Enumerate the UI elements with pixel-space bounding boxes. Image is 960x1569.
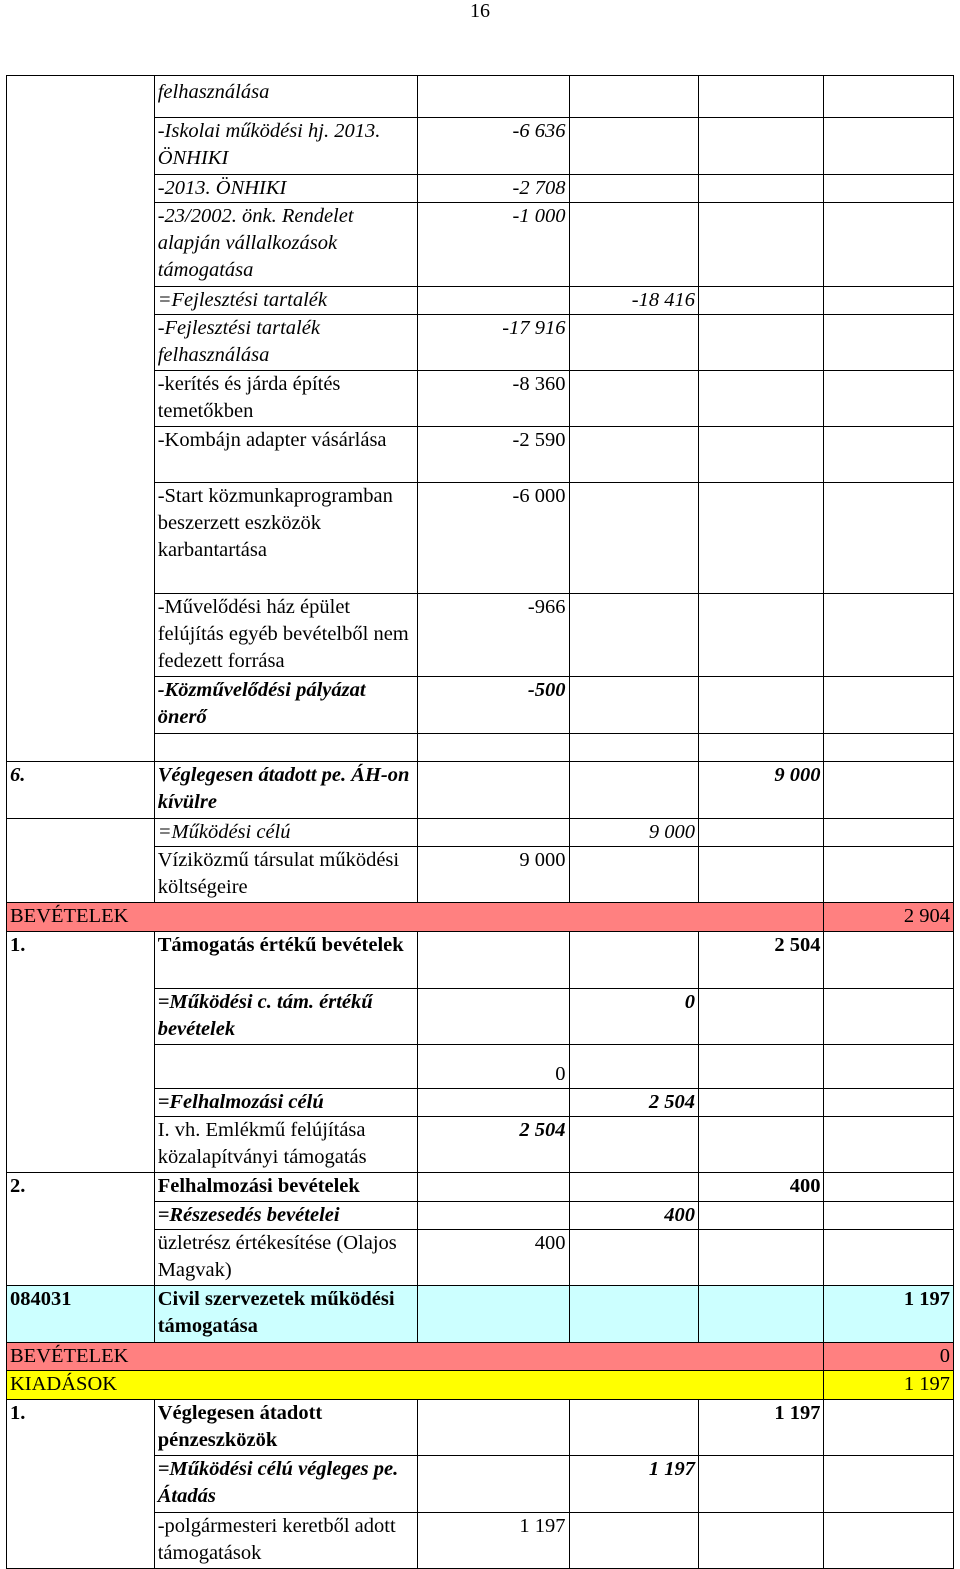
name-cell xyxy=(154,734,417,762)
value-cell xyxy=(699,989,824,1045)
code-cell xyxy=(7,1513,155,1569)
value-cell xyxy=(699,76,824,118)
code-cell xyxy=(7,118,155,175)
code-cell xyxy=(7,483,155,594)
table-row xyxy=(7,594,954,677)
value-cell xyxy=(824,1202,954,1230)
value-cell: -18 416 xyxy=(569,287,699,315)
value-cell: -966 xyxy=(417,594,569,677)
name-cell xyxy=(154,1045,417,1089)
value-cell: 9 000 xyxy=(569,819,699,847)
value-cell xyxy=(824,762,954,819)
name-cell: Véglegesen átadott pénzeszközök xyxy=(154,1400,417,1456)
table-row xyxy=(7,1230,954,1286)
value-cell: -2 590 xyxy=(417,427,569,483)
value-cell xyxy=(417,1456,569,1513)
bevetelek-label: BEVÉTELEK xyxy=(7,903,824,932)
value-cell: -500 xyxy=(417,677,569,734)
value-cell xyxy=(824,819,954,847)
value-cell xyxy=(824,287,954,315)
value-cell xyxy=(824,1089,954,1117)
kiadasok-row xyxy=(7,1371,954,1400)
code-cell xyxy=(7,1456,155,1513)
value-cell: 2 504 xyxy=(569,1089,699,1117)
value-cell xyxy=(699,1202,824,1230)
value-cell xyxy=(417,76,569,118)
value-cell xyxy=(699,1456,824,1513)
name-cell: =Fejlesztési tartalék xyxy=(154,287,417,315)
name-cell: -Iskolai működési hj. 2013. ÖNHIKI xyxy=(154,118,417,175)
value-cell xyxy=(699,1513,824,1569)
code-cell: 2. xyxy=(7,1173,155,1202)
value-cell xyxy=(699,175,824,203)
name-cell: -Kombájn adapter vásárlása xyxy=(154,427,417,483)
name-cell: -kerítés és járda építés temetőkben xyxy=(154,371,417,427)
value-cell xyxy=(824,427,954,483)
code-cell xyxy=(7,1117,155,1173)
value-cell xyxy=(824,677,954,734)
name-cell: =Felhalmozási célú xyxy=(154,1089,417,1117)
code-cell: 6. xyxy=(7,762,155,819)
value-cell xyxy=(569,1400,699,1456)
value-cell xyxy=(417,1400,569,1456)
code-cell xyxy=(7,1045,155,1089)
value-cell xyxy=(824,932,954,989)
table-row xyxy=(7,734,954,762)
value-cell xyxy=(569,118,699,175)
value-cell xyxy=(824,1456,954,1513)
value-cell: 0 xyxy=(417,1045,569,1089)
value-cell xyxy=(824,203,954,287)
value-cell xyxy=(699,847,824,903)
value-cell xyxy=(824,1400,954,1456)
kiadasok-label: KIADÁSOK xyxy=(7,1371,824,1400)
code-cell xyxy=(7,371,155,427)
value-cell: 1 197 xyxy=(417,1513,569,1569)
value-cell xyxy=(569,734,699,762)
value-cell xyxy=(824,371,954,427)
code-cell xyxy=(7,677,155,734)
value-cell xyxy=(417,989,569,1045)
name-cell: felhasználása xyxy=(154,76,417,118)
value-cell: 1 197 xyxy=(824,1286,954,1343)
value-cell xyxy=(417,932,569,989)
code-cell: 1. xyxy=(7,932,155,989)
value-cell: 400 xyxy=(699,1173,824,1202)
value-cell xyxy=(824,1117,954,1173)
value-cell xyxy=(699,118,824,175)
name-cell: =Részesedés bevételei xyxy=(154,1202,417,1230)
value-cell xyxy=(417,734,569,762)
value-cell xyxy=(699,315,824,371)
value-cell xyxy=(824,1230,954,1286)
value-cell xyxy=(569,847,699,903)
value-cell: 9 000 xyxy=(699,762,824,819)
name-cell: -Start közmunkaprogramban beszerzett eszközök karbantartása xyxy=(154,483,417,594)
value-cell: 2 504 xyxy=(699,932,824,989)
code-cell: 1. xyxy=(7,1400,155,1456)
table-row xyxy=(7,175,954,203)
table-row xyxy=(7,315,954,371)
table-row xyxy=(7,1202,954,1230)
value-cell: -6 636 xyxy=(417,118,569,175)
value-cell xyxy=(824,315,954,371)
table-row xyxy=(7,427,954,483)
table-row xyxy=(7,1045,954,1089)
value-cell xyxy=(699,483,824,594)
civil-row xyxy=(7,1286,954,1343)
table-row xyxy=(7,371,954,427)
value-cell: -6 000 xyxy=(417,483,569,594)
value-cell: -1 000 xyxy=(417,203,569,287)
code-cell xyxy=(7,76,155,118)
value-cell xyxy=(699,1045,824,1089)
code-cell xyxy=(7,315,155,371)
code-cell xyxy=(7,1230,155,1286)
value-cell xyxy=(699,594,824,677)
table-row xyxy=(7,819,954,847)
table-row xyxy=(7,76,954,118)
bevetelek-total: 2 904 xyxy=(824,903,954,932)
budget-table xyxy=(6,75,954,1569)
value-cell: 0 xyxy=(569,989,699,1045)
code-cell xyxy=(7,175,155,203)
code-cell xyxy=(7,203,155,287)
table-row xyxy=(7,118,954,175)
value-cell xyxy=(699,287,824,315)
table-row xyxy=(7,1400,954,1456)
value-cell xyxy=(569,427,699,483)
value-cell xyxy=(699,1089,824,1117)
value-cell xyxy=(569,1173,699,1202)
bevetelek-total: 0 xyxy=(824,1343,954,1371)
value-cell: -8 360 xyxy=(417,371,569,427)
name-cell: üzletrész értékesítése (Olajos Magvak) xyxy=(154,1230,417,1286)
code-cell xyxy=(7,847,155,903)
value-cell: 1 197 xyxy=(569,1456,699,1513)
value-cell xyxy=(699,677,824,734)
code-cell: 084031 xyxy=(7,1286,155,1343)
value-cell xyxy=(569,677,699,734)
value-cell xyxy=(569,371,699,427)
table-row xyxy=(7,287,954,315)
value-cell: 9 000 xyxy=(417,847,569,903)
value-cell xyxy=(417,762,569,819)
table-row xyxy=(7,847,954,903)
value-cell xyxy=(824,1513,954,1569)
page-number: 16 xyxy=(470,0,490,22)
value-cell xyxy=(824,175,954,203)
value-cell xyxy=(569,315,699,371)
value-cell xyxy=(417,1173,569,1202)
value-cell xyxy=(569,1045,699,1089)
table-row xyxy=(7,989,954,1045)
name-cell: Civil szervezetek működési támogatása xyxy=(154,1286,417,1343)
value-cell xyxy=(699,1230,824,1286)
code-cell xyxy=(7,427,155,483)
name-cell: -Művelődési ház épület felújítás egyéb bevételből nem fedezett forrása xyxy=(154,594,417,677)
value-cell xyxy=(569,203,699,287)
value-cell: -2 708 xyxy=(417,175,569,203)
value-cell xyxy=(417,1202,569,1230)
table-row xyxy=(7,762,954,819)
table-row xyxy=(7,483,954,594)
table-row xyxy=(7,1456,954,1513)
table-row xyxy=(7,1173,954,1202)
table-row xyxy=(7,203,954,287)
bevetelek-row xyxy=(7,903,954,932)
value-cell xyxy=(417,287,569,315)
value-cell xyxy=(569,76,699,118)
name-cell: =Működési célú xyxy=(154,819,417,847)
code-cell xyxy=(7,1202,155,1230)
table-row xyxy=(7,1513,954,1569)
name-cell: Felhalmozási bevételek xyxy=(154,1173,417,1202)
value-cell: 2 504 xyxy=(417,1117,569,1173)
value-cell xyxy=(824,1173,954,1202)
code-cell xyxy=(7,1089,155,1117)
table-row xyxy=(7,1117,954,1173)
name-cell: -2013. ÖNHIKI xyxy=(154,175,417,203)
name-cell: I. vh. Emlékmű felújítása közalapítványi támogatás xyxy=(154,1117,417,1173)
value-cell xyxy=(699,203,824,287)
value-cell xyxy=(699,1286,824,1343)
value-cell xyxy=(417,1286,569,1343)
value-cell xyxy=(569,932,699,989)
value-cell xyxy=(824,76,954,118)
name-cell: -Közművelődési pályázat önerő xyxy=(154,677,417,734)
kiadasok-total: 1 197 xyxy=(824,1371,954,1400)
bevetelek-label: BEVÉTELEK xyxy=(7,1343,824,1371)
value-cell xyxy=(699,819,824,847)
value-cell xyxy=(824,734,954,762)
value-cell xyxy=(417,819,569,847)
name-cell: Víziközmű társulat működési költségeire xyxy=(154,847,417,903)
value-cell xyxy=(417,1089,569,1117)
value-cell xyxy=(824,1045,954,1089)
value-cell xyxy=(699,427,824,483)
value-cell xyxy=(569,483,699,594)
value-cell xyxy=(569,1230,699,1286)
value-cell: 1 197 xyxy=(699,1400,824,1456)
name-cell: -Fejlesztési tartalék felhasználása xyxy=(154,315,417,371)
name-cell: Támogatás értékű bevételek xyxy=(154,932,417,989)
code-cell xyxy=(7,989,155,1045)
value-cell xyxy=(569,1117,699,1173)
code-cell xyxy=(7,287,155,315)
value-cell xyxy=(569,594,699,677)
table-row xyxy=(7,932,954,989)
value-cell xyxy=(699,734,824,762)
value-cell xyxy=(699,1117,824,1173)
value-cell xyxy=(699,371,824,427)
name-cell: -polgármesteri keretből adott támogatások xyxy=(154,1513,417,1569)
value-cell: 400 xyxy=(417,1230,569,1286)
value-cell xyxy=(824,118,954,175)
name-cell: -23/2002. önk. Rendelet alapján vállalkozások támogatása xyxy=(154,203,417,287)
value-cell xyxy=(569,762,699,819)
value-cell xyxy=(824,483,954,594)
value-cell xyxy=(569,175,699,203)
code-cell xyxy=(7,819,155,847)
value-cell xyxy=(824,847,954,903)
value-cell: 400 xyxy=(569,1202,699,1230)
value-cell xyxy=(569,1286,699,1343)
value-cell: -17 916 xyxy=(417,315,569,371)
table-row xyxy=(7,1089,954,1117)
table-row xyxy=(7,677,954,734)
value-cell xyxy=(824,989,954,1045)
code-cell xyxy=(7,594,155,677)
name-cell: =Működési célú végleges pe. Átadás xyxy=(154,1456,417,1513)
name-cell: =Működési c. tám. értékű bevételek xyxy=(154,989,417,1045)
value-cell xyxy=(569,1513,699,1569)
value-cell xyxy=(824,594,954,677)
bevetelek-row xyxy=(7,1343,954,1371)
name-cell: Véglegesen átadott pe. ÁH-on kívülre xyxy=(154,762,417,819)
code-cell xyxy=(7,734,155,762)
